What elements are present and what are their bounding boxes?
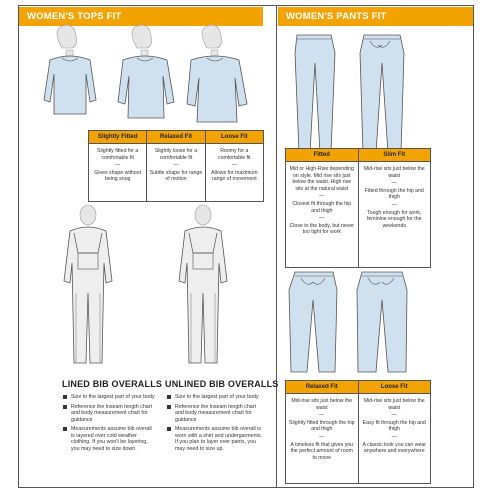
pants-col-dash: — <box>319 412 325 419</box>
top-figure-loose <box>187 25 247 122</box>
tops-col-text: Slightly fitted for a comfortable fit <box>97 148 139 161</box>
pants-fit-table-top <box>285 148 431 268</box>
tops-figures <box>22 30 262 125</box>
tops-col-text: Subtle shape for range of motion <box>149 169 203 183</box>
unlined-overalls-title: UNLINED BIB OVERALLS <box>165 379 279 389</box>
pants-col-relaxed <box>286 381 358 483</box>
overall-figures <box>30 203 260 373</box>
unlined-overall-figure <box>179 205 227 363</box>
pants-col-header: Slim Fit <box>359 149 431 162</box>
top-figure-relaxed <box>118 25 174 118</box>
pants-col-text: A timeless fit that gives you the perfect amount of room to move <box>290 441 354 461</box>
top-figure-slightly-fitted <box>44 25 96 114</box>
pants-col-dash: — <box>391 433 397 440</box>
pants-col-text: Mid or High-Rise depending on style. Mid rise sits just below the waist. High rise sits at the natural waist <box>289 166 354 192</box>
tops-fit-table <box>88 130 264 202</box>
tops-col-header: Relaxed Fit <box>147 131 204 144</box>
lined-overalls-bullets <box>63 394 155 455</box>
pants-col-text: A classic look you can wear anywhere and everywhere <box>362 441 426 455</box>
bullet-item: Reference the inseam length chart and body measurement chart for guidance <box>167 404 263 424</box>
pants-col-dash: — <box>319 215 325 222</box>
bullet-item: Measurements assume bib overall is worn with a shirt and undergarments. If you plan to layer over pants, you may need to size up. <box>167 426 263 452</box>
tops-col-text: Gives shape without being snug <box>94 169 142 183</box>
pants-col-dash: — <box>391 412 397 419</box>
tops-col-header: Slightly Fitted <box>89 131 146 144</box>
tops-col-text: Allows for maximum range of movement <box>211 169 258 183</box>
pants-figure-fitted <box>295 35 335 153</box>
tops-col-relaxed <box>146 131 204 201</box>
bullet-item: Size to the largest part of your body <box>167 394 263 401</box>
pants-col-header: Loose Fit <box>359 381 431 394</box>
tops-col-dash: — <box>231 162 237 169</box>
tops-col-header: Loose Fit <box>206 131 263 144</box>
pants-col-dash: — <box>319 193 325 200</box>
pants-col-text: Mid-rise sits just below the waist <box>291 398 353 411</box>
tops-col-dash: — <box>115 162 121 169</box>
pants-figure-loose <box>357 272 407 372</box>
pants-col-header: Relaxed Fit <box>286 381 358 394</box>
tops-col-text: Slightly loose for a comfortable fit <box>154 148 198 161</box>
pants-col-text: Close to the body, but never too tight for work <box>289 222 354 236</box>
pants-col-text: Slightly fitted through the hip and thigh <box>289 419 355 433</box>
tops-col-text: Roomy for a comfortable fit <box>218 148 251 161</box>
pants-col-dash: — <box>319 433 325 440</box>
tops-col-dash: — <box>173 162 179 169</box>
pants-col-loose <box>358 381 431 483</box>
unlined-overalls-bullets <box>167 394 263 455</box>
lined-overalls-title: LINED BIB OVERALLS <box>62 379 163 389</box>
pants-fit-table-bottom <box>285 380 431 484</box>
column-divider <box>276 5 277 488</box>
pants-figures-top <box>285 30 465 155</box>
pants-col-text: Mid-rise sits just below the waist <box>363 398 425 411</box>
pants-banner: WOMEN'S PANTS FIT <box>278 7 473 26</box>
pants-col-text: Fitted through the hip and thigh <box>364 187 424 201</box>
pants-col-text: Closest fit through the hip and thigh <box>292 200 352 214</box>
pants-col-fitted <box>286 149 358 267</box>
pants-col-text: Mid-rise sits just below the waist <box>363 166 425 179</box>
pants-figure-relaxed <box>289 272 337 372</box>
pants-figures-bottom <box>285 270 465 375</box>
pants-col-dash: — <box>391 180 397 187</box>
pants-col-header: Fitted <box>286 149 358 162</box>
tops-col-loose <box>205 131 263 201</box>
pants-col-text: Easy fit through the hip and thigh <box>362 419 426 433</box>
bullet-item: Measurements assume bib overall is layered over cold weather clothing. If you won't be layering, you may need to size down. <box>63 426 155 452</box>
pants-col-text: Tough enough for work, feminine enough for the weekends <box>366 209 422 229</box>
pants-col-slim <box>358 149 431 267</box>
bullet-item: Size to the largest part of your body <box>63 394 155 401</box>
lined-overall-figure <box>64 205 112 363</box>
pants-figure-slim <box>360 35 404 153</box>
pants-col-dash: — <box>391 201 397 208</box>
tops-banner: WOMEN'S TOPS FIT <box>19 7 263 26</box>
tops-col-slightly-fitted <box>89 131 146 201</box>
bullet-item: Reference the inseam length chart and body measurement chart for guidance <box>63 404 155 424</box>
